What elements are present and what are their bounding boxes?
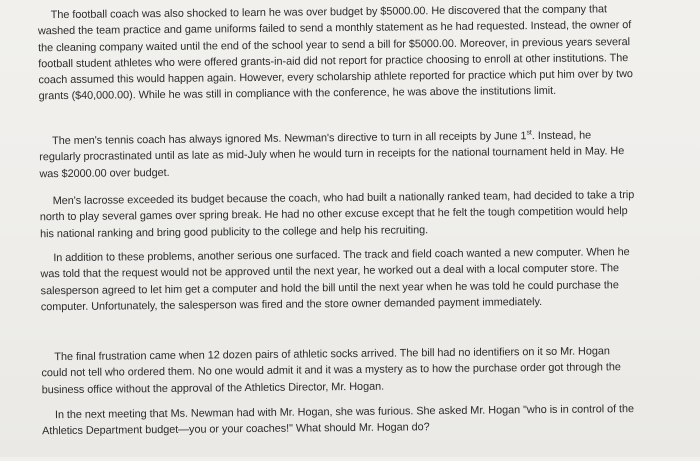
paragraph-lacrosse: Men's lacrosse exceeded its budget because the coach, who had built a nationally ranked team, had decided to take a trip north to play several games over spring break. He had no other excuse except that he felt the tough competition would help his national ranking and bring good publicity to the college and help his recruiting. bbox=[39, 189, 635, 240]
paragraph-tennis-superscript: st bbox=[526, 129, 532, 137]
paragraph-tennis-coach bbox=[39, 127, 635, 182]
paragraph-track-computer: In addition to these problems, another serious one surfaced. The track and field coach wanted a new computer. When he was told that the request would not be approved until the next year, he worked out a deal with a local computer store. The salesperson agreed to let him get a computer and hold the bill until the next year when he was told he could purchase the computer. Unfortunately, the salesperson was fired and the store owner demanded payment immediately. bbox=[40, 246, 630, 314]
paragraph-tennis-text-before: The men's tennis coach has always ignored Ms. Newman's directive to turn in all receipts by June 1 bbox=[52, 130, 527, 148]
paragraph-athletic-socks: The final frustration came when 12 dozen pairs of athletic socks arrived. The bill had no identifiers on it so Mr. Hogan could not tell who ordered them. No one would admit it and it was a mystery as to how the purchase order got through the business office without the approval of the Athletics Director, Mr. Hogan. bbox=[41, 345, 621, 396]
paragraph-final-question: In the next meeting that Ms. Newman had with Mr. Hogan, she was furious. She asked Mr. Hogan "who is in control of the Athletics Department budget—you or your coaches!" What should Mr. Hogan do? bbox=[42, 403, 635, 438]
paragraph-football-coach: The football coach was also shocked to learn he was over budget by $5000.00. He discovered that the company that washed the team practice and game uniforms failed to send a monthly statement as he had requested. Instead, the owner of the cleaning company waited until the end of the school year to send a bill for $5000.00. Moreover, in previous years several football student athletes who were offered grants-in-aid did not report for practice choosing to enroll at other institutions. The coach assumed this would happen again. However, every scholarship athlete reported for practice which put him over by two grants ($40,000.00). While he was still in compliance with the conference, he was above the institutions limit. bbox=[37, 3, 633, 103]
paragraph-tennis-text-after: . Instead, he regularly procrastinated until as late as mid-July when he would turn in receipts for the national tournament held in May. He was $2000.00 over budget. bbox=[39, 129, 625, 180]
